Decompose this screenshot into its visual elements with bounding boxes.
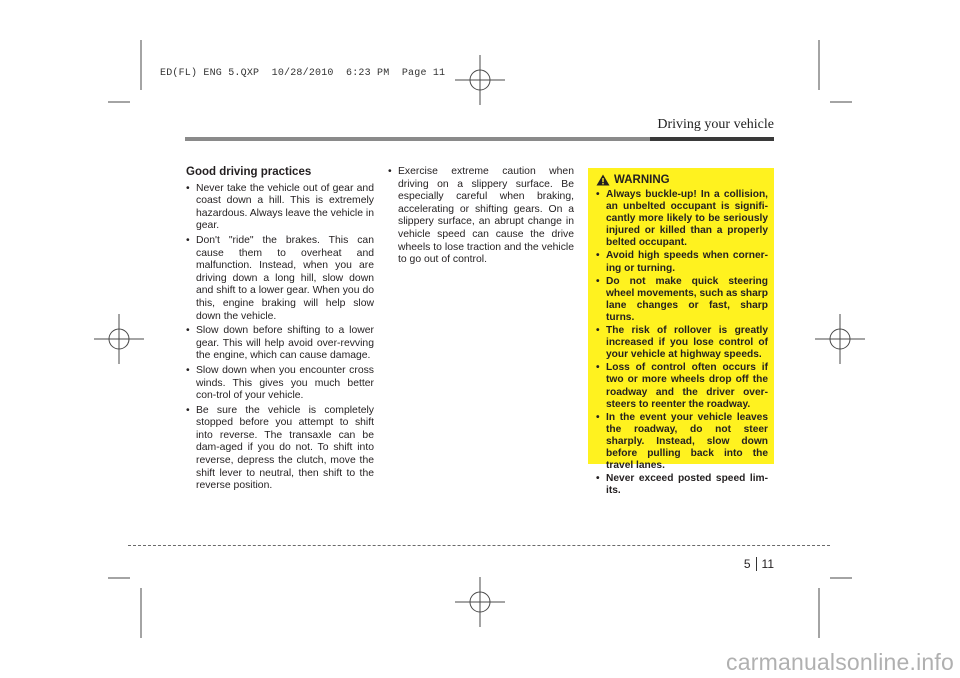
list-item: • Loss of control often occurs if two or more wheels drop off the roadway and the driver over-steers to reenter the roadway.: [596, 362, 768, 410]
middle-column: [388, 166, 574, 269]
section-heading: Good driving practices: [186, 166, 312, 178]
footer-rule: [128, 545, 830, 546]
practices-list-continued: [388, 166, 574, 267]
list-item: • The risk of rollover is greatly increased if you lose control of your vehicle at highway speeds.: [596, 325, 768, 361]
page-number: [744, 557, 774, 571]
warning-box: [588, 168, 774, 497]
list-item: • Never take the vehicle out of gear and coast down a hill. This is extremely hazardous. Always leave the vehicle in gear.: [186, 183, 374, 233]
practices-list: [186, 183, 374, 493]
watermark: carmanualsonline.info: [726, 649, 954, 675]
list-item: • In the event your vehicle leaves the roadway, do not steer sharply. Instead, slow down before pulling back into the travel lanes.: [596, 412, 768, 472]
list-item: • Do not make quick steering wheel movements, such as sharp lane changes or fast, sharp turns.: [596, 276, 768, 324]
list-item: • Never exceed posted speed lim-its.: [596, 473, 768, 497]
warning-triangle-icon: [596, 174, 610, 186]
list-item: • Always buckle-up! In a collision, an unbelted occupant is signifi-cantly more likely to be seriously injured or killed than a properly belted occupant.: [596, 189, 768, 249]
list-item: • Slow down before shifting to a lower gear. This will help avoid over-revving the engine, which can cause damage.: [186, 325, 374, 363]
list-item: • Exercise extreme caution when driving on a slippery surface. Be especially careful when braking, accelerating or shifting gears. On a slippery surface, an abrupt change in vehicle speed can cause the drive wheels to lose traction and the vehicle to go out of control.: [388, 166, 574, 267]
warning-title: WARNING: [614, 174, 670, 186]
list-item: • Slow down when you encounter cross winds. This gives you much better con-trol of your vehicle.: [186, 365, 374, 403]
page-number-value: 11: [761, 557, 774, 571]
chapter-number: 5: [744, 557, 757, 571]
list-item: • Be sure the vehicle is completely stopped before you attempt to shift into reverse. The transaxle can be dam-aged if you do not. To shift into reverse, depress the clutch, move the shift lever to neutral, then shift to the reverse position.: [186, 405, 374, 493]
warning-header: [596, 174, 768, 186]
warning-list: [596, 189, 768, 497]
list-item: • Avoid high speeds when corner-ing or turning.: [596, 250, 768, 274]
header-rule-accent: [650, 137, 774, 141]
list-item: • Don't "ride" the brakes. This can cause them to overheat and malfunction. Instead, when you are driving down a long hill, slow down and shift to a lower gear. When you do this, engine braking will help slow down the vehicle.: [186, 235, 374, 323]
section-title: Driving your vehicle: [657, 117, 774, 132]
left-column: [186, 166, 374, 495]
print-slug: ED(FL) ENG 5.QXP 10/28/2010 6:23 PM Page 11: [160, 68, 446, 79]
